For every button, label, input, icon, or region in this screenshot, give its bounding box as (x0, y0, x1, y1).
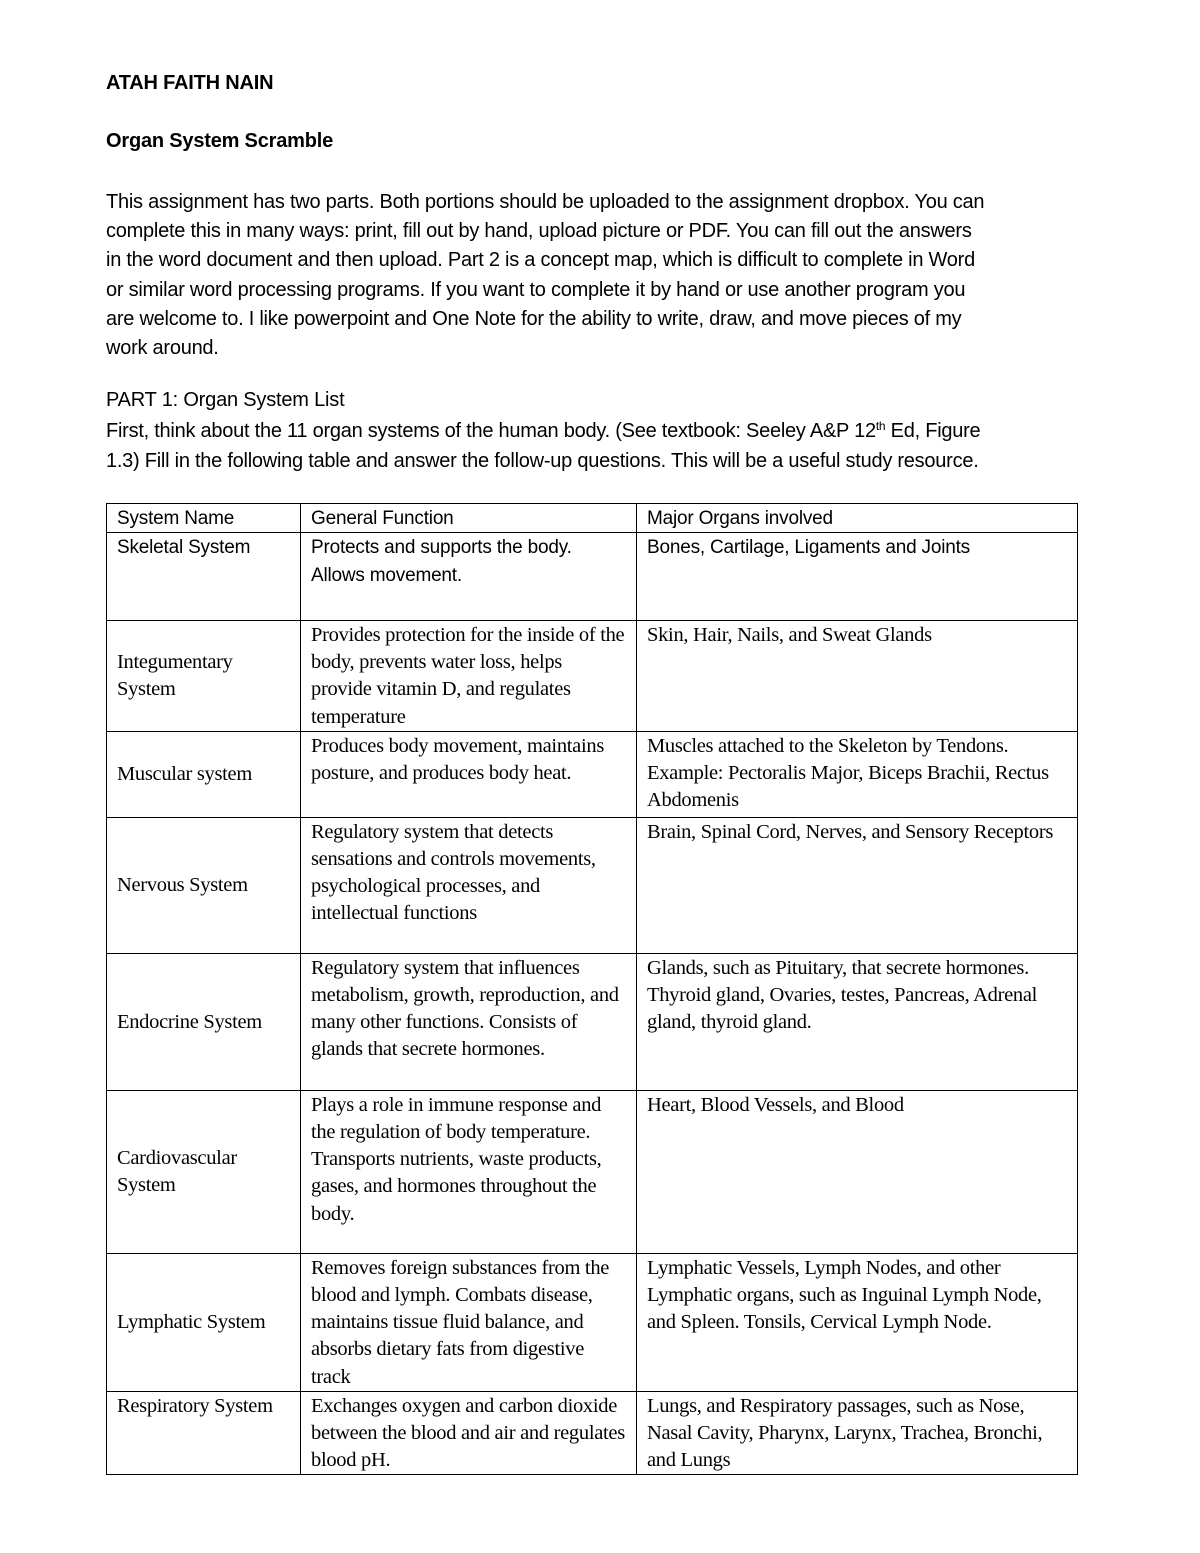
table-row (107, 1253, 1078, 1391)
part1-line: First, think about the 11 organ systems of the human body. (See textbook: Seeley A&P 12th Ed, Figure (106, 419, 981, 442)
table-row (107, 1391, 1078, 1475)
organs-cell[interactable]: Lungs, and Respiratory passages, such as Nose, Nasal Cavity, Pharynx, Larynx, Trachea, Bronchi, and Lungs (637, 1391, 1078, 1475)
instruction-line: or similar word processing programs. If you want to complete it by hand or use another program you (106, 278, 966, 301)
document-title: Organ System Scramble (106, 130, 334, 152)
instruction-line: work around. (106, 337, 219, 360)
part1-instructions (106, 417, 1096, 476)
column-header-general-function: General Function (301, 504, 637, 533)
function-cell[interactable]: Regulatory system that influences metabolism, growth, reproduction, and many other functions. Consists of glands that secrete hormones. (301, 953, 637, 1090)
organs-cell[interactable]: Glands, such as Pituitary, that secrete hormones. Thyroid gland, Ovaries, testes, Pancreas, Adrenal gland, thyroid gland. (637, 953, 1078, 1090)
superscript: th (875, 419, 886, 433)
function-cell[interactable]: Produces body movement, maintains posture, and produces body heat. (301, 731, 637, 817)
table-row (107, 1090, 1078, 1253)
organs-cell[interactable]: Brain, Spinal Cord, Nerves, and Sensory Receptors (637, 817, 1078, 953)
author-name: ATAH FAITH NAIN (106, 72, 274, 94)
system-name-cell[interactable]: Cardiovascular System (107, 1090, 301, 1253)
function-cell[interactable]: Exchanges oxygen and carbon dioxide between the blood and air and regulates blood pH. (301, 1391, 637, 1475)
function-cell[interactable]: Regulatory system that detects sensations and controls movements, psychological processes, and intellectual functions (301, 817, 637, 953)
organs-cell[interactable]: Lymphatic Vessels, Lymph Nodes, and other Lymphatic organs, such as Inguinal Lymph Node, and Spleen. Tonsils, Cervical Lymph Node. (637, 1253, 1078, 1391)
part1-line: 1.3) Fill in the following table and answer the follow-up questions. This will be a useful study resource. (106, 449, 979, 472)
table-row (107, 953, 1078, 1090)
instruction-line: This assignment has two parts. Both portions should be uploaded to the assignment dropbox. You can (106, 191, 985, 213)
instruction-line: are welcome to. I like powerpoint and One Note for the ability to write, draw, and move pieces of my (106, 307, 962, 330)
organs-cell[interactable]: Bones, Cartilage, Ligaments and Joints (637, 533, 1078, 621)
system-name-cell[interactable]: Skeletal System (107, 533, 301, 621)
system-name-cell[interactable]: Integumentary System (107, 621, 301, 732)
table-row (107, 533, 1078, 621)
function-cell[interactable]: Protects and supports the body. Allows movement. (301, 533, 637, 621)
column-header-system-name: System Name (107, 504, 301, 533)
part1-heading: PART 1: Organ System List (106, 389, 345, 411)
table-row (107, 817, 1078, 953)
system-name-cell[interactable]: Respiratory System (107, 1391, 301, 1475)
organ-system-table (106, 503, 1078, 1475)
organs-cell[interactable]: Skin, Hair, Nails, and Sweat Glands (637, 621, 1078, 732)
organs-cell[interactable]: Muscles attached to the Skeleton by Tendons. Example: Pectoralis Major, Biceps Brachii, Rectus Abdomenis (637, 731, 1078, 817)
assignment-instructions (106, 188, 1096, 363)
table-header-row (107, 504, 1078, 533)
instruction-line: complete this in many ways: print, fill out by hand, upload picture or PDF. You can fill out the answers (106, 220, 972, 243)
organs-cell[interactable]: Heart, Blood Vessels, and Blood (637, 1090, 1078, 1253)
system-name-cell[interactable]: Nervous System (107, 817, 301, 953)
table-row (107, 731, 1078, 817)
function-cell[interactable]: Plays a role in immune response and the regulation of body temperature. Transports nutrients, waste products, gases, and hormones throughout the body. (301, 1090, 637, 1253)
column-header-major-organs: Major Organs involved (637, 504, 1078, 533)
function-cell[interactable]: Provides protection for the inside of the body, prevents water loss, helps provide vitamin D, and regulates temperature (301, 621, 637, 732)
system-name-cell[interactable]: Lymphatic System (107, 1253, 301, 1391)
instruction-line: in the word document and then upload. Part 2 is a concept map, which is difficult to complete in Word (106, 249, 975, 272)
system-name-cell[interactable]: Endocrine System (107, 953, 301, 1090)
function-cell[interactable]: Removes foreign substances from the blood and lymph. Combats disease, maintains tissue fluid balance, and absorbs dietary fats from digestive track (301, 1253, 637, 1391)
system-name-cell[interactable]: Muscular system (107, 731, 301, 817)
table-row (107, 621, 1078, 732)
